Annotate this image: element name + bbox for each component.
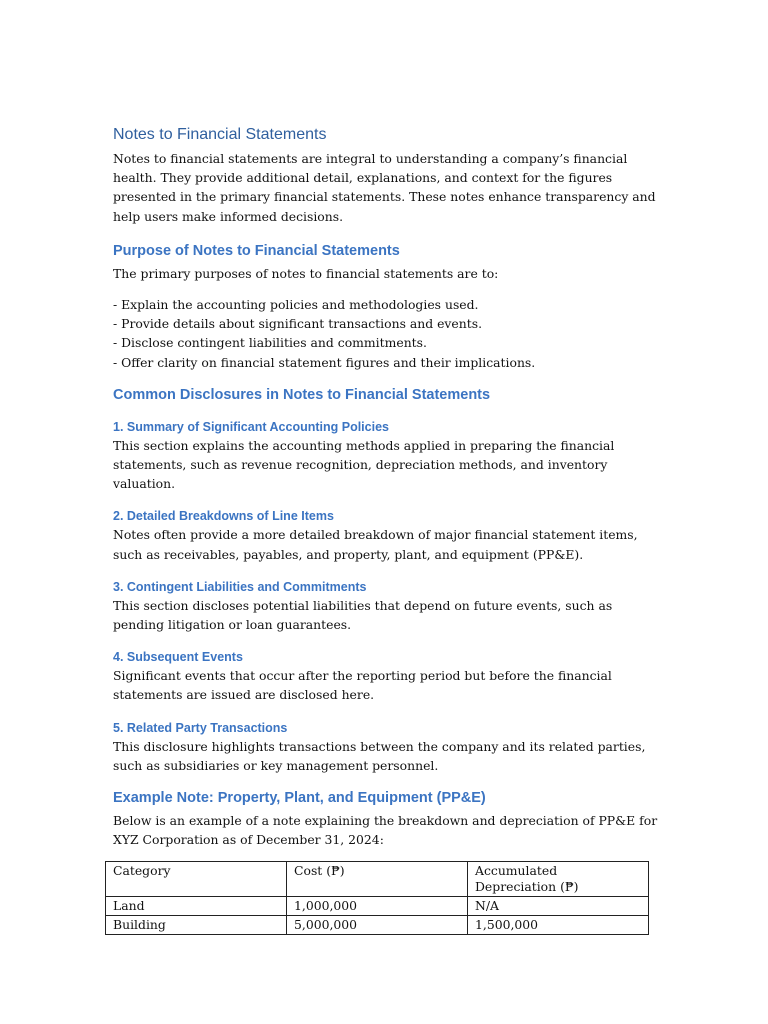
section-text: This section discloses potential liabilities that depend on future events, such as pending litigation or loan guarantees. [113, 597, 613, 633]
section-title: 4. Subsequent Events [113, 650, 243, 665]
intro-paragraph: Notes to financial statements are integral to understanding a company’s financial health. They provide additional detail, explanations, and context for the figures presented in the primary financial statements. These notes enhance transparency and help users make informed decisions. [113, 151, 656, 224]
table-cell: Land [106, 897, 287, 916]
table-cell: 5,000,000 [287, 916, 468, 935]
section-title: 2. Detailed Breakdowns of Line Items [113, 509, 334, 524]
document-title: Notes to Financial Statements [113, 126, 327, 143]
disclosure-section [113, 578, 658, 634]
section-text: Notes often provide a more detailed breakdown of major financial statement items, such as receivables, payables, and property, plant, and equipment (PP&E). [113, 527, 638, 562]
table-cell: 1,500,000 [468, 916, 649, 935]
section-text: Significant events that occur after the reporting period but before the financial statements are issued are disclosed here. [113, 668, 612, 703]
ppe-table [105, 861, 649, 935]
example-text: Below is an example of a note explaining the breakdown and depreciation of PP&E for XYZ Corporation as of December 31, 2024: [113, 813, 658, 848]
section-text: This disclosure highlights transactions between the company and its related parties, such as subsidiaries or key management personnel. [113, 738, 646, 773]
table-header-cell: Category [106, 862, 287, 897]
section-title: 3. Contingent Liabilities and Commitments [113, 579, 367, 594]
table-cell: Building [106, 916, 287, 935]
purpose-heading: Purpose of Notes to Financial Statements [113, 242, 400, 259]
section-title: 5. Related Party Transactions [113, 720, 288, 735]
section-title: 1. Summary of Significant Accounting Policies [113, 419, 389, 434]
list-item: - Offer clarity on financial statement figures and their implications. [113, 354, 536, 370]
disclosure-section [113, 719, 658, 775]
document-page [113, 124, 658, 935]
section-text: This section explains the accounting methods applied in preparing the financial statements, such as revenue recognition, depreciation methods, and inventory valuation. [113, 437, 615, 492]
disclosures-heading: Common Disclosures in Notes to Financial Statements [113, 386, 491, 403]
purpose-list [113, 295, 658, 372]
disclosure-section [113, 507, 658, 563]
list-item: - Provide details about significant transactions and events. [113, 316, 483, 332]
table-row [106, 897, 649, 916]
table-cell: 1,000,000 [287, 897, 468, 916]
table-header-cell: Accumulated Depreciation (₱) [468, 862, 649, 897]
table-cell: N/A [468, 897, 649, 916]
table-header-row [106, 862, 649, 897]
disclosure-section [113, 418, 658, 494]
list-item: - Disclose contingent liabilities and commitments. [113, 335, 427, 351]
list-item: - Explain the accounting policies and methodologies used. [113, 297, 479, 313]
table-header-cell: Cost (₱) [287, 862, 468, 897]
disclosure-section [113, 648, 658, 704]
table-row [106, 916, 649, 935]
example-heading: Example Note: Property, Plant, and Equipment (PP&E) [113, 790, 486, 807]
purpose-lead: The primary purposes of notes to financial statements are to: [113, 265, 499, 281]
